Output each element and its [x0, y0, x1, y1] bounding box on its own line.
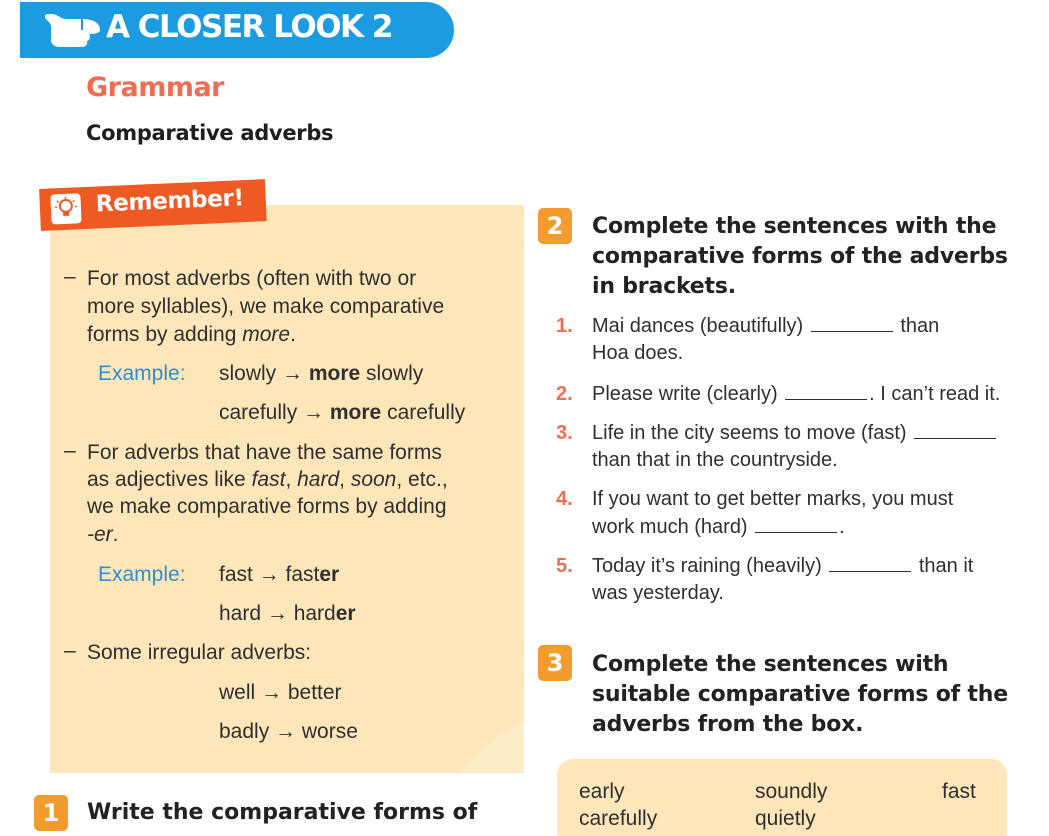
task2-q4-number: 4. [556, 488, 573, 510]
panel-decoration [420, 705, 524, 773]
answer-blank[interactable] [785, 399, 867, 400]
header-banner [20, 2, 454, 58]
task2-q4-line1: If you want to get better marks, you must [592, 488, 954, 510]
task2-q4-line2: work much (hard) . [592, 516, 845, 538]
word-box-item: quietly [755, 807, 816, 830]
remember-label: Remember! [95, 185, 245, 218]
page-title: A CLOSER LOOK 2 [106, 9, 392, 45]
word-box-item: carefully [579, 807, 658, 830]
rule3-dash: – [64, 639, 76, 662]
task2-q3-line1: Life in the city seems to move (fast) [592, 420, 998, 447]
answer-blank[interactable] [829, 571, 911, 572]
rule2-line3: we make comparative forms by adding [87, 495, 447, 518]
rule1-line1: For most adverbs (often with two or [87, 267, 417, 290]
rule2-line4: -er. [87, 523, 119, 546]
irregular-b: badly → worse [219, 720, 358, 743]
task1-badge: 1 [34, 795, 68, 831]
task1-title: Write the comparative forms of [87, 800, 478, 825]
example2-label: Example: [98, 563, 186, 586]
task2-title-line3: in brackets. [592, 274, 736, 299]
bulb-box [50, 193, 81, 224]
task2-q2-number: 2. [556, 383, 573, 405]
example1-line-a: slowly → more slowly [219, 362, 424, 385]
task3-badge: 3 [538, 645, 572, 681]
task2-q2-line1: Please write (clearly) . I can’t read it. [592, 383, 1001, 405]
example1-label: Example: [98, 362, 186, 385]
answer-blank[interactable] [811, 331, 893, 332]
answer-blank[interactable] [914, 438, 996, 439]
word-box-item: fast [942, 780, 976, 803]
task2-badge: 2 [538, 208, 572, 244]
rule3-line1: Some irregular adverbs: [87, 641, 312, 664]
task3-title-line3: adverbs from the box. [592, 712, 864, 737]
task2-title-line2: comparative forms of the adverbs [592, 244, 1008, 269]
answer-blank[interactable] [755, 532, 837, 533]
task3-title-line1: Complete the sentences with [592, 652, 949, 677]
task2-q5-number: 5. [556, 555, 573, 577]
example2-line-a: fast → faster [219, 563, 340, 586]
example2-line-b: hard → harder [219, 602, 356, 625]
task2-q1-line1: Mai dances (beautifully) than [592, 315, 940, 337]
word-box-item: early [579, 780, 625, 803]
task2-q3-number: 3. [556, 422, 573, 444]
task2-q1-line2: Hoa does. [592, 342, 684, 364]
task2-q3-line2: than that in the countryside. [592, 449, 838, 471]
section-title: Grammar [86, 72, 224, 103]
word-box-item: soundly [755, 780, 828, 803]
light-bulb-icon [54, 196, 77, 221]
task2-q1-number: 1. [556, 315, 573, 337]
rule2-line2: as adjectives like fast, hard, soon, etc., [87, 468, 448, 491]
task2-q5-line1: Today it’s raining (heavily) than it [592, 555, 974, 577]
rule2-line1: For adverbs that have the same forms [87, 441, 442, 464]
irregular-a: well → better [219, 681, 342, 704]
rule1-dash: – [64, 265, 76, 288]
pointing-hand-icon [42, 10, 102, 50]
task2-title-line1: Complete the sentences with the [592, 214, 997, 239]
task3-title-line2: suitable comparative forms of the [592, 682, 1008, 707]
example1-line-b: carefully → more carefully [219, 401, 466, 424]
rule1-line3: forms by adding more. [87, 323, 296, 346]
section-subtitle: Comparative adverbs [86, 121, 334, 145]
rule2-dash: – [64, 439, 76, 462]
rule1-line2: more syllables), we make comparative [87, 295, 445, 318]
task2-q5-line2: was yesterday. [592, 582, 724, 604]
